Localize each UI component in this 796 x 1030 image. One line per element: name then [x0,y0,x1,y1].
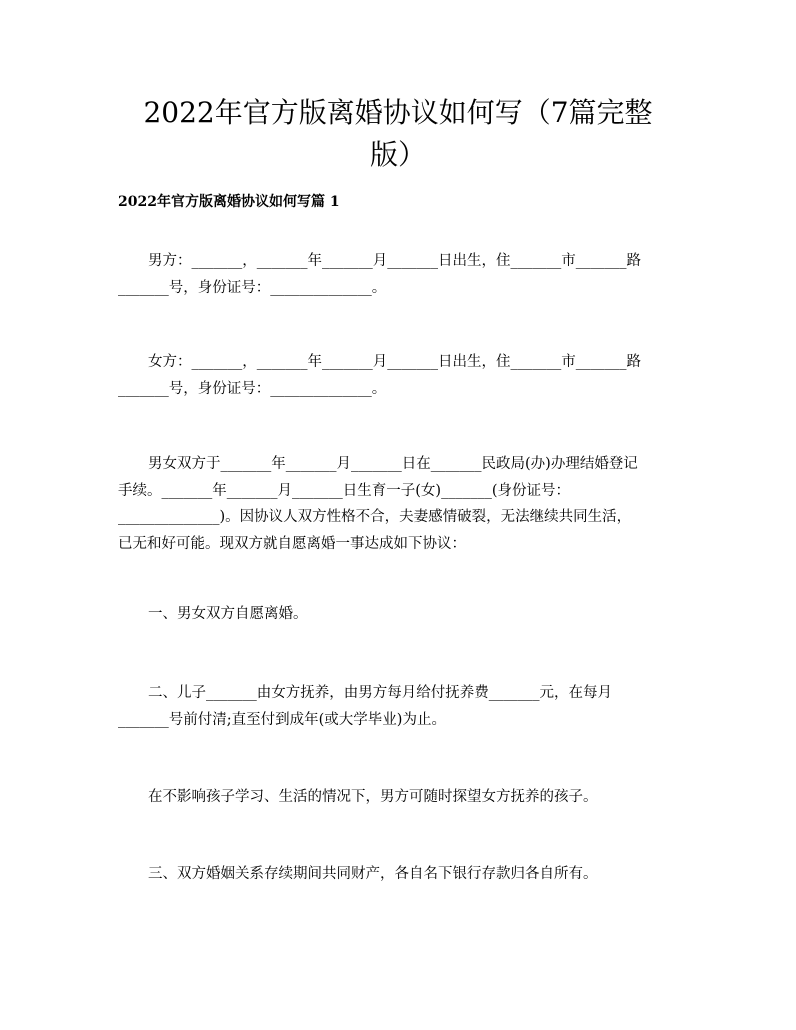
paragraph-line: 已无和好可能。现双方就自愿离婚一事达成如下协议： [118,535,466,552]
document-title [118,92,678,176]
paragraph-line: _______号，身份证号：______________。 [118,279,387,296]
title-line-1: 2022年官方版离婚协议如何写（7篇完整 [143,96,653,129]
paragraph-line: _______号前付清;直至付到成年(或大学毕业)为止。 [118,711,446,728]
paragraph-line: 在不影响孩子学习、生活的情况下，男方可随时探望女方抚养的孩子。 [148,789,598,805]
paragraph-clause-2 [118,680,680,733]
section-heading: 2022年官方版离婚协议如何写篇 1 [118,194,340,210]
paragraph-line: _______号，身份证号：______________。 [118,380,387,397]
paragraph-visitation [118,784,680,811]
title-line-2: 版） [369,138,426,171]
paragraph-line: 男方：_______，_______年_______月_______日出生，住_______市_______路 [148,253,641,269]
paragraph-male-party [118,248,680,301]
paragraph-marriage-info [118,451,680,557]
paragraph-clause-3 [118,861,680,888]
paragraph-line: 女方：_______，_______年_______月_______日出生，住_______市_______路 [148,354,641,370]
paragraph-line: 手续。_______年_______月_______日生育一子(女)_______(身份证号： [118,482,570,499]
paragraph-line: 一、男女双方自愿离婚。 [148,606,308,622]
paragraph-female-party [118,349,680,402]
paragraph-line: 三、双方婚姻关系存续期间共同财产，各自名下银行存款归各自所有。 [148,866,598,882]
paragraph-line: ______________)。因协议人双方性格不合，夫妻感情破裂，无法继续共同生活， [118,509,632,525]
paragraph-clause-1 [118,601,680,628]
paragraph-line: 二、儿子_______由女方抚养，由男方每月给付抚养费_______元，在每月 [148,685,612,701]
paragraph-line: 男女双方于_______年_______月_______日在_______民政局(办)办理结婚登记 [148,456,638,472]
